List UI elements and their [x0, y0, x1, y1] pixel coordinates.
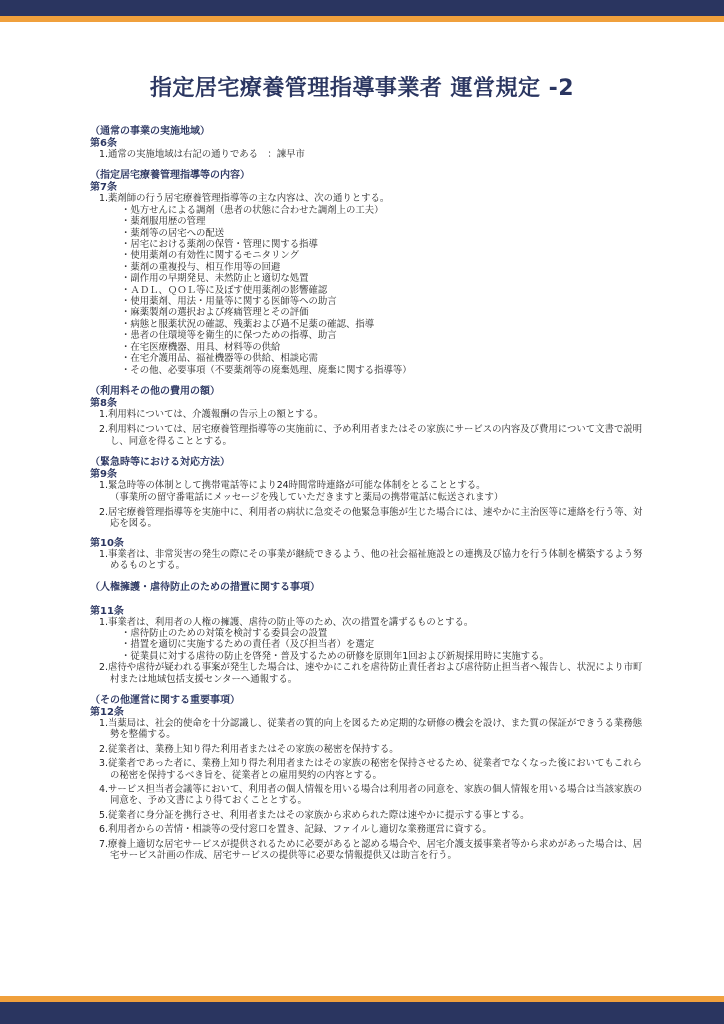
article-12-item-3: 3.従業者であった者に、業務上知り得た利用者またはその家族の秘密を保持させるため、従業者でなくなった後においてもこれらの秘密を保持するべき旨を、従業者との雇用契約の内容とする。 [99, 758, 642, 781]
article-9-item-1: 1.緊急時等の体制として携帯電話等により24時間常時連絡が可能な体制をとることとする。 [99, 480, 486, 492]
article-7-bullet: ・使用薬剤の有効性に関するモニタリング [121, 250, 299, 262]
article-8-item-2: 2.利用料については、居宅療養管理指導等の実施前に、予め利用者またはその家族にサービスの内容及び費用について文書で説明し、同意を得ることとする。 [99, 424, 642, 447]
article-12-item-2: 2.従業者は、業務上知り得た利用者またはその家族の秘密を保持する。 [99, 743, 399, 755]
article-7-bullet: ・薬剤服用歴の管理 [121, 216, 206, 228]
article-7-bullet: ・患者の住環境等を衛生的に保つための指導、助言 [121, 330, 337, 342]
article-11-label: 第11条 [90, 605, 124, 617]
article-12-item-4: 4.サービス担当者会議等において、利用者の個人情報を用いる場合は利用者の同意を、家族の個人情報を用いる場合は当該家族の同意を、予め文書により得ておくこととする。 [99, 784, 643, 807]
document-title: 指定居宅療養管理指導事業者 運営規定 -2 [149, 76, 575, 101]
article-7-intro: 1.薬剤師の行う居宅療養管理指導等の主な内容は、次の通りとする。 [99, 193, 390, 205]
bottom-navy-band [0, 1002, 724, 1024]
section-heading-fees: （利用料その他の費用の額） [90, 385, 220, 397]
article-7-bullet: ・副作用の早期発見、未然防止と適切な処置 [121, 273, 309, 285]
article-12-item-1: 1.当薬局は、社会的使命を十分認識し、従業者の質的向上を図るため定期的な研修の機会を設け、また質の保証ができうる業務態勢を整備する。 [99, 718, 642, 741]
section-heading-service-area: （通常の事業の実施地域） [90, 126, 210, 137]
article-7-bullet: ・処方せんによる調剤（患者の状態に合わせた調剤上の工夫） [121, 204, 384, 216]
article-6-label: 第6条 [90, 138, 117, 149]
section-heading-service-content: （指定居宅療養管理指導等の内容） [90, 170, 250, 182]
document-body [90, 126, 650, 861]
article-12-item-6: 6.利用者からの苦情・相談等の受付窓口を置き、記録、ファイルし適切な業務運営に資する。 [99, 824, 492, 836]
article-11-item-1: 1.事業者は、利用者の人権の擁護、虐待の防止等のため、次の措置を講ずるものとする。 [99, 616, 474, 628]
article-11-bullet: ・従業員に対する虐待の防止を啓発・普及するための研修を原則年1回および新規採用時に実施する。 [121, 650, 549, 662]
article-7-bullet: ・ＡＤＬ、ＱＯＬ等に及ぼす使用薬剤の影響確認 [121, 284, 328, 296]
top-orange-stripe [0, 16, 724, 22]
article-11-bullet: ・措置を適切に実施するための責任者（及び担当者）を選定 [121, 639, 375, 651]
article-8-label: 第8条 [90, 397, 117, 409]
article-7-bullet: ・薬剤の重複投与、相互作用等の回避 [121, 261, 281, 273]
article-7-bullet: ・その他、必要事項（不要薬剤等の廃棄処理、廃棄に関する指導等） [121, 364, 412, 376]
article-10-label: 第10条 [90, 537, 124, 549]
article-9-item-2: 2.居宅療養管理指導等を実施中に、利用者の病状に急変その他緊急事態が生じた場合には、速やかに主治医等に連絡を行う等、対応を図る。 [99, 506, 643, 530]
article-7-bullet: ・在宅介護用品、福祉機器等の供給、相談応需 [121, 353, 318, 365]
article-9-label: 第9条 [90, 469, 117, 481]
article-12-label: 第12条 [90, 707, 124, 718]
article-11-item-2: 2.虐待や虐待が疑われる事案が発生した場合は、速やかにこれを虐待防止責任者および虐待防止担当者へ報告し、状況により市町村または地域包括支援センターへ通報する。 [99, 662, 643, 685]
article-7-label: 第7条 [90, 182, 117, 194]
section-heading-other-matters: （その他運営に関する重要事項） [90, 695, 240, 706]
article-9-note: （事業所の留守番電話にメッセージを残していただきますと薬局の携帯電話に転送されます） [110, 491, 504, 503]
article-12-item-7: 7.療養上適切な居宅サービスが提供されるために必要があると認める場合や、居宅介護支援事業者等から求めがあった場合は、居宅サービス計画の作成、居宅サービスの提供等に必要な情報提供又は助言を行う。 [99, 838, 643, 862]
article-12-item-5: 5.従業者に身分証を携行させ、利用者またはその家族から求められた際は速やかに提示する事とする。 [99, 809, 530, 821]
top-navy-band [0, 0, 724, 16]
article-7-bullet: ・麻薬製剤の選択および疼痛管理とその評価 [121, 307, 309, 319]
article-11-bullet: ・虐待防止のための対策を検討する委員会の設置 [121, 627, 328, 639]
article-10-item-1: 1.事業者は、非常災害の発生の際にその事業が継続できるよう、他の社会福祉施設との連携及び協力を行う体制を構築するよう努めるものとする。 [99, 548, 643, 572]
article-6-item-1: 1.通常の実施地域は右記の通りである ：諫早市 [99, 149, 305, 160]
section-heading-human-rights: （人権擁護・虐待防止のための措置に関する事項） [90, 581, 320, 593]
article-7-bullet: ・在宅医療機器、用具、材料等の供給 [121, 341, 281, 353]
section-heading-emergency: （緊急時等における対応方法） [90, 457, 230, 469]
article-7-bullet: ・薬剤等の居宅への配送 [121, 227, 225, 239]
article-7-bullet: ・居宅における薬剤の保管・管理に関する指導 [121, 239, 318, 251]
article-7-bullet: ・病態と服薬状況の確認、残薬および過不足薬の確認、指導 [121, 318, 375, 330]
article-8-item-1: 1.利用料については、介護報酬の告示上の額とする。 [99, 408, 324, 420]
article-7-bullet: ・使用薬剤、用法・用量等に関する医師等への助言 [121, 296, 337, 308]
